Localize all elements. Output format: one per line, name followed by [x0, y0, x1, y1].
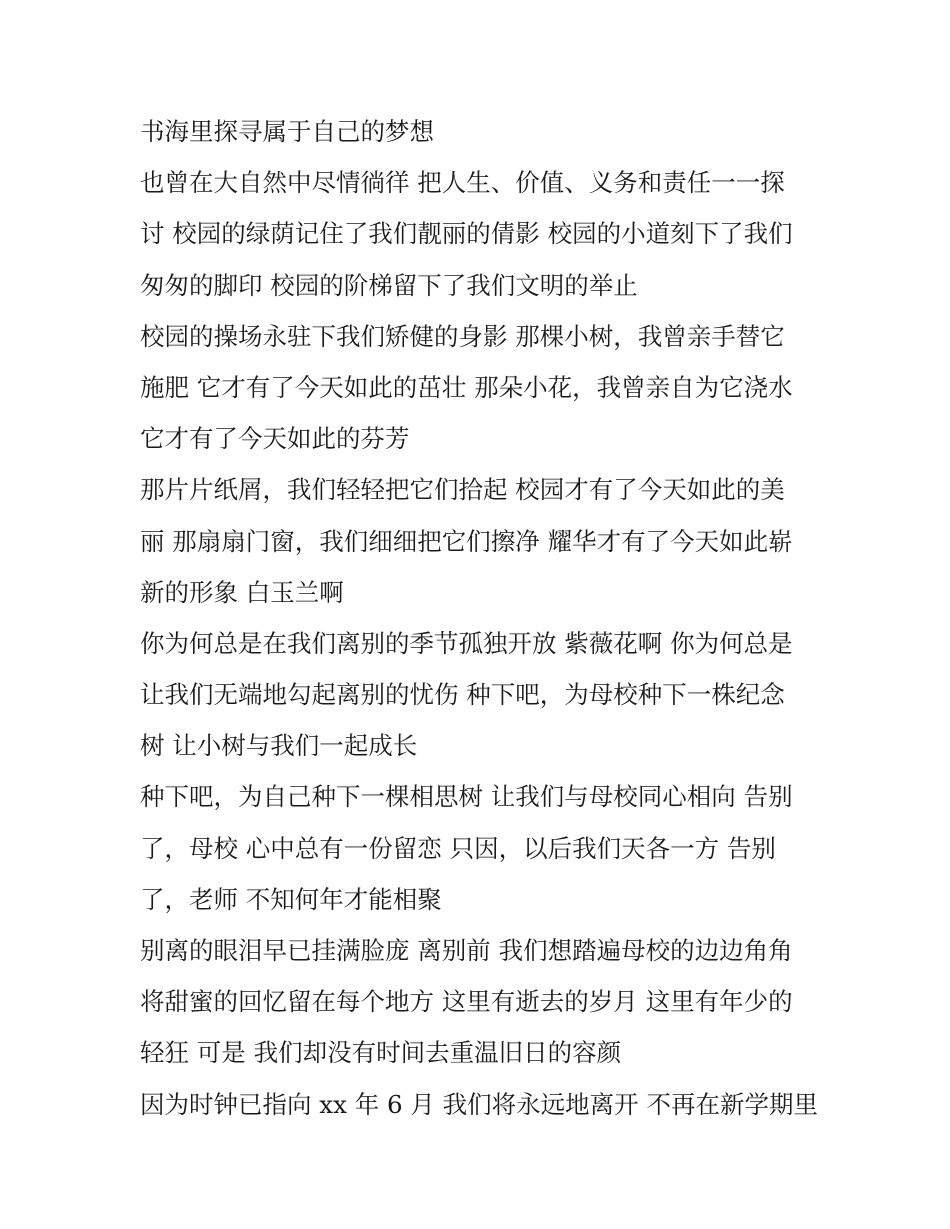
text-line-16: 了，老师 不知何年才能相聚 — [140, 884, 442, 914]
document-body — [140, 106, 820, 1130]
text-line-17: 别离的眼泪早已挂满脸庞 离别前 我们想踏遍母校的边边角角 — [140, 936, 793, 965]
text-line-9: 丽 那扇扇门窗，我们细细把它们擦净 耀华才有了今天如此崭 — [140, 526, 793, 556]
text-line-1: 书海里探寻属于自己的梦想 — [140, 117, 434, 146]
text-line-11: 你为何总是在我们离别的季节孤独开放 紫薇花啊 你为何总是 — [140, 628, 793, 658]
text-line-18: 将甜蜜的回忆留在每个地方 这里有逝去的岁月 这里有年少的 — [140, 987, 793, 1017]
text-line-15: 了，母校 心中总有一份留恋 只因，以后我们天各一方 告别 — [140, 833, 776, 863]
text-line-5: 校园的操场永驻下我们矫健的身影 那棵小树，我曾亲手替它 — [140, 321, 785, 351]
text-line-14: 种下吧，为自己种下一棵相思树 让我们与母校同心相向 告别 — [140, 782, 793, 812]
text-line-10: 新的形象 白玉兰啊 — [140, 577, 344, 607]
text-line-19: 轻狂 可是 我们却没有时间去重温旧日的容颜 — [140, 1038, 622, 1068]
text-line-2: 也曾在大自然中尽情徜徉 把人生、价值、义务和责任一一探 — [140, 168, 785, 198]
text-line-12: 让我们无端地勾起离别的忧伤 种下吧，为母校种下一株纪念 — [140, 680, 785, 710]
text-line-3: 讨 校园的绿荫记住了我们靓丽的倩影 校园的小道刻下了我们 — [140, 219, 793, 249]
text-line-20: 因为时钟已指向 xx 年 6 月 我们将永远地离开 不再在新学期里 — [140, 1089, 818, 1119]
text-line-4: 匆匆的脚印 校园的阶梯留下了我们文明的举止 — [140, 270, 638, 300]
text-line-6: 施肥 它才有了今天如此的茁壮 那朵小花，我曾亲自为它浇水 — [140, 372, 793, 402]
text-line-13: 树 让小树与我们一起成长 — [140, 731, 418, 761]
text-line-7: 它才有了今天如此的芬芳 — [140, 424, 410, 454]
text-line-8: 那片片纸屑，我们轻轻把它们拾起 校园才有了今天如此的美 — [140, 475, 785, 505]
